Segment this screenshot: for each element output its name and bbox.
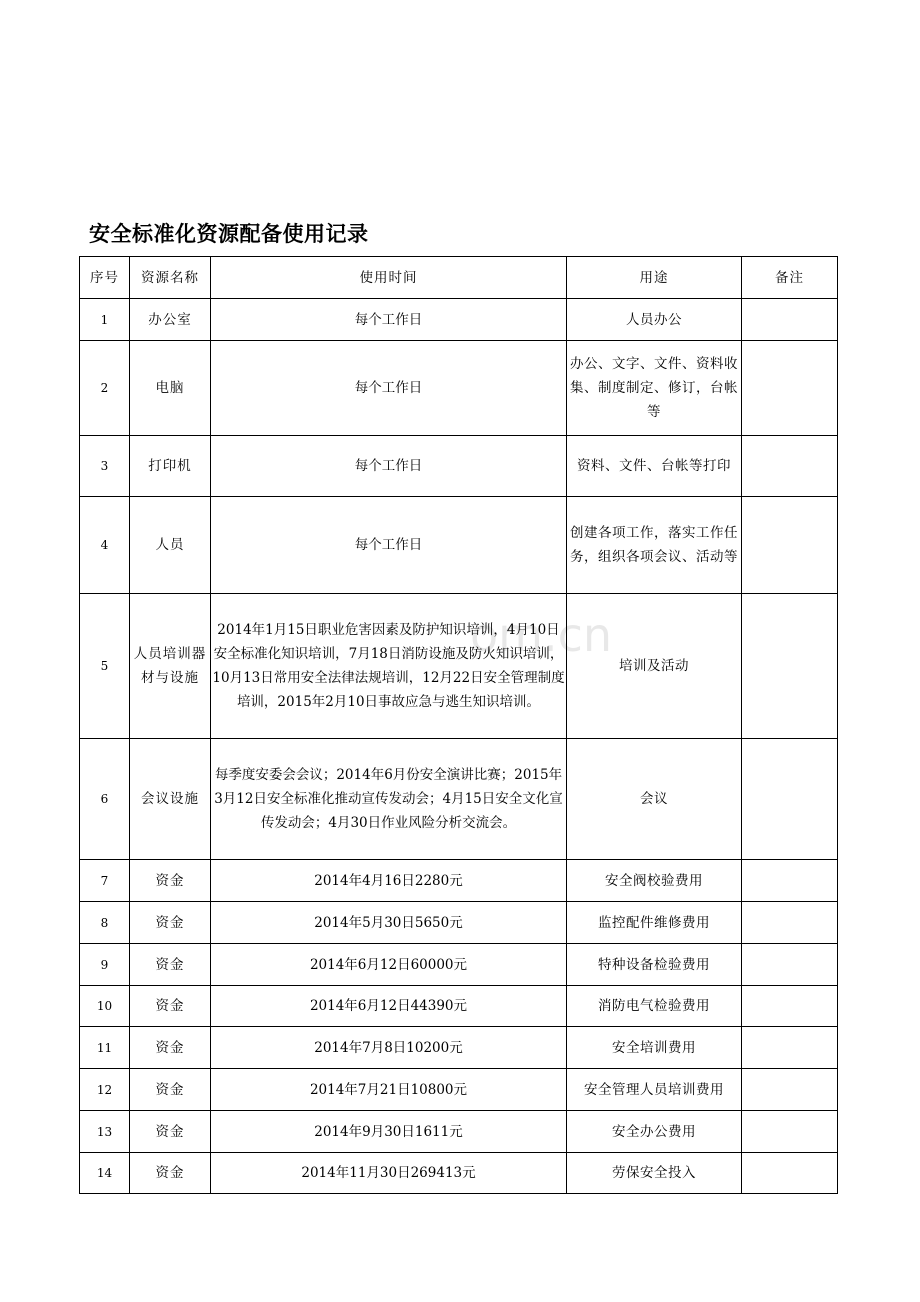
row-purpose: 特种设备检验费用 <box>567 944 742 986</box>
row-remarks <box>742 1027 838 1069</box>
row-usage-time: 每个工作日 <box>211 299 567 341</box>
row-resource-name: 电脑 <box>130 341 211 436</box>
header-remarks: 备注 <box>742 257 838 299</box>
row-purpose: 劳保安全投入 <box>567 1153 742 1194</box>
row-remarks <box>742 436 838 497</box>
row-index: 13 <box>80 1111 130 1153</box>
row-usage-time: 每季度安委会会议；2014年6月份安全演讲比赛；2015年3月12日安全标准化推动宣传发动会；4月15日安全文化宣传发动会；4月30日作业风险分析交流会。 <box>211 739 567 860</box>
row-remarks <box>742 986 838 1027</box>
row-index: 4 <box>80 497 130 594</box>
row-index: 3 <box>80 436 130 497</box>
row-purpose: 安全阀校验费用 <box>567 860 742 902</box>
row-index: 9 <box>80 944 130 986</box>
row-purpose: 会议 <box>567 739 742 860</box>
table-row <box>80 1027 838 1069</box>
row-index: 6 <box>80 739 130 860</box>
row-index: 14 <box>80 1153 130 1194</box>
row-usage-time: 2014年11月30日269413元 <box>211 1153 567 1194</box>
row-purpose: 资料、文件、台帐等打印 <box>567 436 742 497</box>
row-purpose: 培训及活动 <box>567 594 742 739</box>
row-index: 7 <box>80 860 130 902</box>
table-row <box>80 1069 838 1111</box>
row-remarks <box>742 341 838 436</box>
table-row <box>80 594 838 739</box>
row-remarks <box>742 1153 838 1194</box>
row-usage-time: 2014年7月8日10200元 <box>211 1027 567 1069</box>
table-header-row <box>80 257 838 299</box>
row-resource-name: 资金 <box>130 860 211 902</box>
row-index: 10 <box>80 986 130 1027</box>
table-row <box>80 739 838 860</box>
row-usage-time: 2014年6月12日44390元 <box>211 986 567 1027</box>
row-resource-name: 资金 <box>130 944 211 986</box>
row-remarks <box>742 944 838 986</box>
row-purpose: 办公、文字、文件、资料收集、制度制定、修订，台帐等 <box>567 341 742 436</box>
row-purpose: 监控配件维修费用 <box>567 902 742 944</box>
row-usage-time: 每个工作日 <box>211 341 567 436</box>
row-usage-time: 2014年5月30日5650元 <box>211 902 567 944</box>
resource-usage-table <box>79 256 838 1194</box>
header-index: 序号 <box>80 257 130 299</box>
row-remarks <box>742 594 838 739</box>
row-remarks <box>742 299 838 341</box>
row-resource-name: 资金 <box>130 986 211 1027</box>
table-row <box>80 299 838 341</box>
header-purpose: 用途 <box>567 257 742 299</box>
row-usage-time: 2014年6月12日60000元 <box>211 944 567 986</box>
row-resource-name: 人员培训器材与设施 <box>130 594 211 739</box>
header-usage-time: 使用时间 <box>211 257 567 299</box>
row-resource-name: 资金 <box>130 902 211 944</box>
row-usage-time: 每个工作日 <box>211 436 567 497</box>
row-purpose: 安全培训费用 <box>567 1027 742 1069</box>
table-row <box>80 860 838 902</box>
row-remarks <box>742 1111 838 1153</box>
row-resource-name: 资金 <box>130 1153 211 1194</box>
row-index: 2 <box>80 341 130 436</box>
table-row <box>80 1153 838 1194</box>
row-remarks <box>742 739 838 860</box>
row-purpose: 消防电气检验费用 <box>567 986 742 1027</box>
document-title: 安全标准化资源配备使用记录 <box>89 222 369 246</box>
table-row <box>80 902 838 944</box>
row-usage-time: 每个工作日 <box>211 497 567 594</box>
row-resource-name: 打印机 <box>130 436 211 497</box>
row-index: 8 <box>80 902 130 944</box>
row-index: 1 <box>80 299 130 341</box>
row-usage-time: 2014年9月30日1611元 <box>211 1111 567 1153</box>
row-resource-name: 资金 <box>130 1069 211 1111</box>
row-purpose: 安全管理人员培训费用 <box>567 1069 742 1111</box>
row-usage-time: 2014年1月15日职业危害因素及防护知识培训，4月10日安全标准化知识培训，7月18日消防设施及防火知识培训，10月13日常用安全法律法规培训，12月22日安全管理制度培训，2015年2月10日事故应急与逃生知识培训。 <box>211 594 567 739</box>
header-resource-name: 资源名称 <box>130 257 211 299</box>
row-resource-name: 人员 <box>130 497 211 594</box>
table-row <box>80 341 838 436</box>
table-row <box>80 986 838 1027</box>
watermark: om.cn <box>470 608 613 662</box>
row-resource-name: 办公室 <box>130 299 211 341</box>
row-resource-name: 资金 <box>130 1027 211 1069</box>
row-index: 12 <box>80 1069 130 1111</box>
table-row <box>80 497 838 594</box>
row-usage-time: 2014年4月16日2280元 <box>211 860 567 902</box>
row-purpose: 人员办公 <box>567 299 742 341</box>
row-remarks <box>742 902 838 944</box>
row-remarks <box>742 860 838 902</box>
table-row <box>80 1111 838 1153</box>
row-remarks <box>742 497 838 594</box>
row-index: 11 <box>80 1027 130 1069</box>
row-resource-name: 资金 <box>130 1111 211 1153</box>
row-purpose: 安全办公费用 <box>567 1111 742 1153</box>
table-row <box>80 436 838 497</box>
table-row <box>80 944 838 986</box>
row-index: 5 <box>80 594 130 739</box>
row-purpose: 创建各项工作，落实工作任务，组织各项会议、活动等 <box>567 497 742 594</box>
row-usage-time: 2014年7月21日10800元 <box>211 1069 567 1111</box>
row-resource-name: 会议设施 <box>130 739 211 860</box>
row-remarks <box>742 1069 838 1111</box>
